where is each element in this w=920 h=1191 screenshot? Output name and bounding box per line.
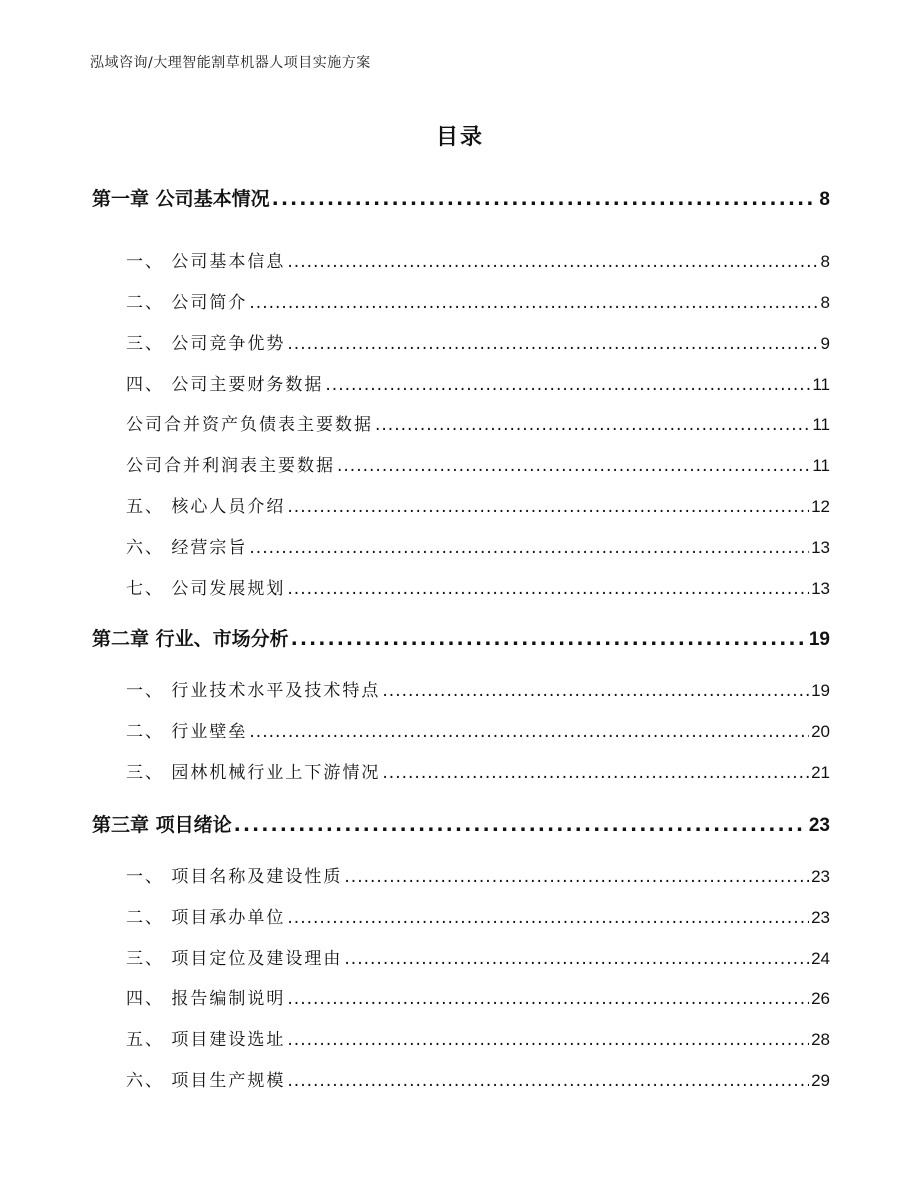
page-header: 泓域咨询/大理智能割草机器人项目实施方案 (90, 55, 371, 71)
toc-entry-page-number: 28 (811, 1030, 830, 1049)
toc-entry-label: 三、 项目定位及建设理由 (126, 949, 343, 969)
toc-entry-page-number: 21 (811, 763, 830, 782)
toc-entry-label: 七、 公司发展规划 (126, 579, 286, 599)
toc-section-entry[interactable] (126, 451, 830, 476)
toc-entry-label: 六、 经营宗旨 (126, 538, 248, 558)
toc-dot-leader (249, 293, 818, 313)
toc-section-entry[interactable] (126, 862, 830, 887)
toc-title: 目录 (435, 125, 484, 150)
toc-dot-leader (375, 415, 810, 435)
toc-entry-page-number: 11 (812, 415, 830, 434)
toc-entry-page-number: 11 (812, 375, 830, 394)
toc-section-entry[interactable] (126, 288, 830, 313)
toc-entry-page-number: 13 (811, 579, 830, 598)
toc-section-entry[interactable] (126, 370, 830, 395)
toc-dot-leader (287, 908, 809, 928)
toc-entry-label: 第三章 项目绪论 (92, 814, 232, 836)
toc-section-entry[interactable] (126, 329, 830, 354)
toc-section-entry[interactable] (126, 1066, 830, 1091)
toc-entry-label: 公司合并利润表主要数据 (126, 456, 335, 476)
toc-dot-leader (344, 949, 809, 969)
toc-entry-label: 六、 项目生产规模 (126, 1071, 286, 1091)
toc-dot-leader (344, 867, 809, 887)
toc-entry-label: 三、 公司竞争优势 (126, 334, 286, 354)
toc-entry-page-number: 19 (808, 629, 830, 650)
toc-section-entry[interactable] (126, 574, 830, 599)
toc-entry-page-number: 8 (819, 189, 830, 210)
toc-dot-leader (291, 628, 807, 650)
toc-entry-page-number: 12 (811, 497, 830, 516)
toc-section-entry[interactable] (126, 492, 830, 517)
toc-entry-page-number: 23 (811, 908, 830, 927)
toc-entry-label: 二、 行业壁垒 (126, 722, 248, 742)
toc-section-entry[interactable] (126, 944, 830, 969)
toc-section-entry[interactable] (126, 1025, 830, 1050)
toc-entry-label: 五、 项目建设选址 (126, 1030, 286, 1050)
toc-entry-label: 五、 核心人员介绍 (126, 497, 286, 517)
toc-entry-label: 第一章 公司基本情况 (92, 188, 270, 210)
toc-section-entry[interactable] (126, 410, 830, 435)
toc-entry-label: 一、 项目名称及建设性质 (126, 867, 343, 887)
toc-section-entry[interactable] (126, 676, 830, 701)
toc-entry-page-number: 13 (811, 538, 830, 557)
toc-entry-page-number: 19 (811, 681, 830, 700)
toc-entry-label: 四、 报告编制说明 (126, 989, 286, 1009)
toc-entry-label: 一、 行业技术水平及技术特点 (126, 681, 381, 701)
toc-entry-label: 二、 公司简介 (126, 293, 248, 313)
toc-dot-leader (272, 188, 818, 210)
toc-chapter-entry[interactable] (92, 810, 830, 837)
toc-dot-leader (337, 456, 810, 476)
toc-entry-page-number: 23 (811, 867, 830, 886)
toc-dot-leader (382, 763, 809, 783)
toc-entry-page-number: 11 (812, 456, 830, 475)
toc-entry-label: 一、 公司基本信息 (126, 252, 286, 272)
toc-dot-leader (287, 1030, 809, 1050)
toc-dot-leader (287, 1071, 809, 1091)
toc-section-entry[interactable] (126, 758, 830, 783)
toc-entry-page-number: 26 (811, 989, 830, 1008)
toc-entry-page-number: 24 (811, 949, 830, 968)
toc-entry-page-number: 23 (808, 815, 830, 836)
toc-dot-leader (382, 681, 809, 701)
toc-entry-page-number: 29 (811, 1071, 830, 1090)
toc-dot-leader (287, 497, 809, 517)
toc-entry-label: 四、 公司主要财务数据 (126, 375, 324, 395)
toc-section-entry[interactable] (126, 984, 830, 1009)
toc-entry-label: 二、 项目承办单位 (126, 908, 286, 928)
toc-entry-page-number: 8 (820, 252, 830, 271)
toc-section-entry[interactable] (126, 533, 830, 558)
toc-dot-leader (287, 334, 818, 354)
toc-chapter-entry[interactable] (92, 184, 830, 211)
toc-chapter-entry[interactable] (92, 624, 830, 651)
toc-entry-page-number: 9 (820, 334, 830, 353)
toc-dot-leader (234, 814, 807, 836)
toc-dot-leader (287, 989, 809, 1009)
toc-entry-page-number: 20 (811, 722, 830, 741)
toc-dot-leader (249, 722, 809, 742)
toc-section-entry[interactable] (126, 717, 830, 742)
toc-entry-label: 公司合并资产负债表主要数据 (126, 415, 373, 435)
toc-entry-page-number: 8 (820, 293, 830, 312)
toc-section-entry[interactable] (126, 903, 830, 928)
toc-dot-leader (325, 375, 810, 395)
toc-dot-leader (249, 538, 809, 558)
toc-entry-label: 三、 园林机械行业上下游情况 (126, 763, 381, 783)
toc-dot-leader (287, 579, 809, 599)
toc-section-entry[interactable] (126, 247, 830, 272)
toc-entry-label: 第二章 行业、市场分析 (92, 628, 289, 650)
toc-dot-leader (287, 252, 818, 272)
